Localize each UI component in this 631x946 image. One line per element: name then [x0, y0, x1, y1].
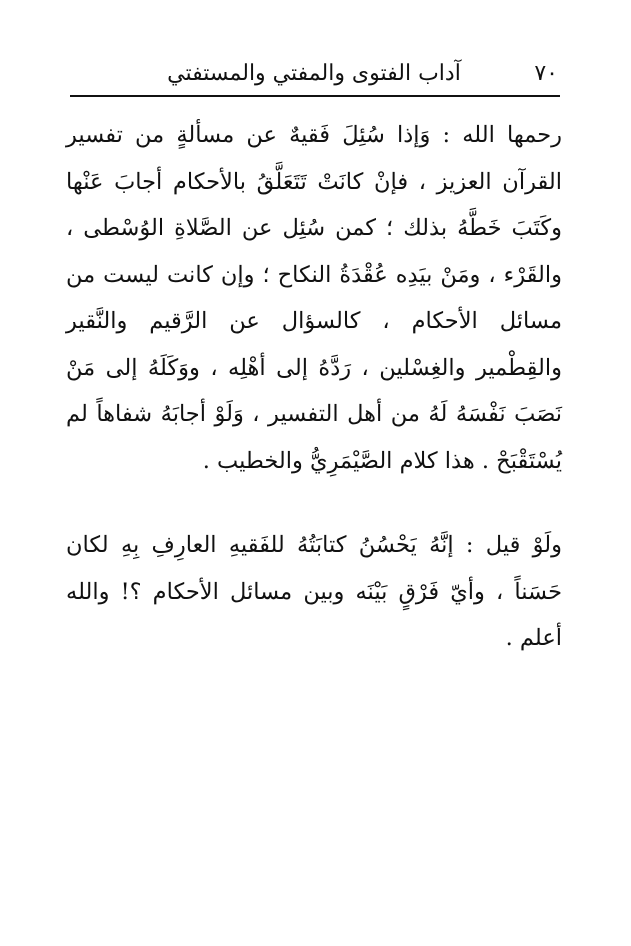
page-header	[68, 56, 560, 94]
page-number: ٧٠	[534, 61, 558, 86]
running-title: آداب الفتوى والمفتي والمستفتي	[167, 61, 461, 86]
body-text	[66, 112, 562, 662]
header-rule	[70, 95, 560, 97]
paragraph-1: رحمها الله : وَإذا سُئِلَ فَقيهٌ عن مسألةٍ من تفسير القرآن العزيز ، فإنْ كانَتْ تَتَعَلَّقُ بالأحكام أجابَ عَنْها وكَتَبَ خَطَّهُ بذلك ؛ كمن سُئِل عن الصَّلاةِ الوُسْطى ، والقَرْء ، ومَنْ بيَدِه عُقْدَةُ النكاح ؛ وإن كانت ليست من مسائل الأحكام ، كالسؤال عن الرَّقيم والنَّقير والقِطْمير والغِسْلين ، رَدَّهُ إلى أهْلِه ، ووَكَلَهُ إلى مَنْ نَصَبَ نَفْسَهُ لَهُ من أهل التفسير ، وَلَوْ أجابَهُ شفاهاً لم يُسْتَقْبَحْ . هذا كلام الصَّيْمَرِيُّ والخطيب .	[66, 122, 562, 474]
paragraph-2: ولَوْ قيل : إنَّهُ يَحْسُنُ كتابَتُهُ للفَقيهِ العارِفِ بِهِ لكان حَسَناً ، وأيّ فَرْقٍ بَيْنَه وبين مسائل الأحكام ؟! والله أعلم .	[66, 532, 562, 651]
